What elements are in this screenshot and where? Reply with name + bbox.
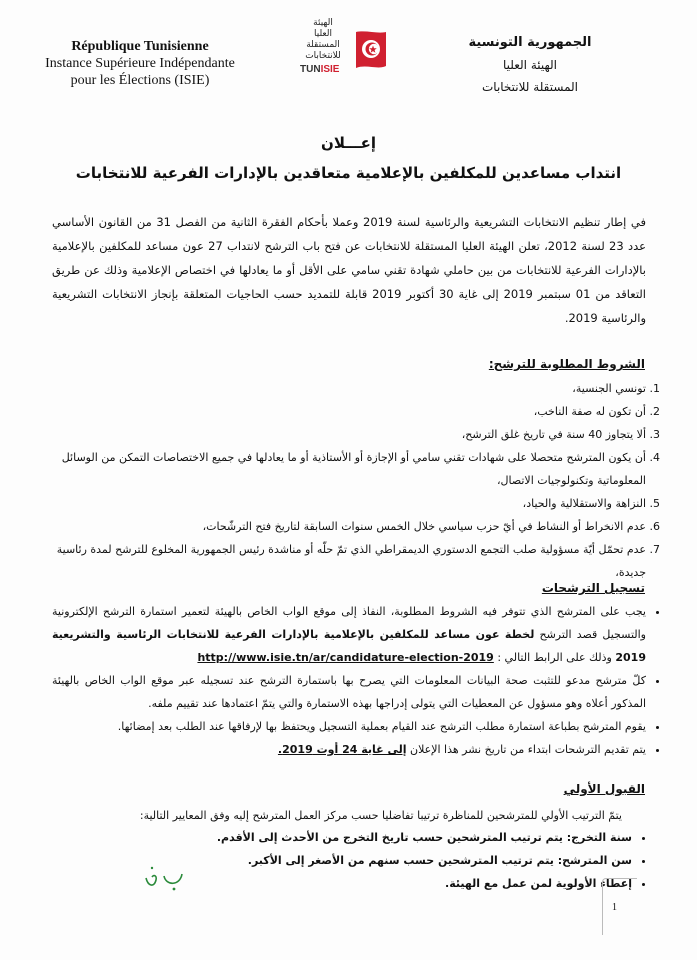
header-fr-line2: Instance Supérieure Indépendante [45,56,235,71]
criteria-item [52,872,632,895]
condition-item: 5. النزاهة والاستقلالية والحياد، [52,492,646,515]
logo-wordmark [300,64,339,75]
logo-ar-4: للانتخابات [305,51,341,61]
criteria-label: سن المترشح: [553,854,632,867]
header-ar-line2: الهيئة العليا [502,58,558,72]
page-number: 1 [612,902,617,913]
intro-paragraph: في إطار تنظيم الانتخابات التشريعية والرئاسية لسنة 2019 وعملا بأحكام الفقرة الثانية من الفصل 31 من القانون الأساسي عدد 23 لسنة 2012، تعلن الهيئة العليا المستقلة للانتخابات عن فتح باب الترشح لانتداب 27 عون مساعد للمكلفين بالإعلامية بالإدارات الفرعية للانتخابات من بين حاملي شهادة تقني سامي على الأقل أو ما يعادلها في اختصاص الإعلامية وذلك عن طريق التعاقد من 01 سبتمبر 2019 إلى غاية 30 أكتوبر 2019 قابلة للتمديد حسب الحاجيات المتعلقة بإنجاز الانتخابات التشريعية والرئاسية 2019. [52,215,646,325]
logo-tun: TUN [300,64,321,75]
registration-item: • يقوم المترشح بطباعة استمارة مطلب الترشح عند القيام بعملية التسجيل ويحتفظ بها لإرفاقها عند الطلب بعد إمضائها. [52,715,646,738]
admission-heading: القبول الأولي [563,782,645,796]
registration-item [52,600,646,669]
criteria-label: سنة التخرج: [562,831,632,844]
announcement-title: إعـــلان [321,134,376,152]
criteria-text: يتم ترتيب المترشحين حسب تاريخ التخرج من الأحدث إلى الأقدم. [216,831,563,844]
candidature-link[interactable]: http://www.isie.tn/ar/candidature-election-2019 [197,651,494,664]
condition-item: 6. عدم الانخراط أو النشاط في أيّ حزب سياسي خلال الخمس سنوات السابقة لتاريخ فتح الترشّحات، [52,515,646,538]
conditions-heading: الشروط المطلوبة للترشح: [488,357,645,371]
conditions-list [52,377,672,584]
condition-item: 7. عدم تحمّل أيّة مسؤولية صلب التجمع الدستوري الديمقراطي الذي تمّ حلّه أو مناشدة رئيس الجمهورية المخلوع للترشح لمدة رئاسية جديدة، [52,538,646,584]
registration-list [52,600,660,761]
deadline-date: إلى غاية 24 أوت 2019. [277,743,407,756]
admission-intro: يتمّ الترتيب الأولي للمترشحين للمناظرة ترتيبا تفاضليا حسب مركز العمل المترشح إليه وفق المعايير التالية: [139,809,622,822]
announcement-subtitle: انتداب مساعدين للمكلفين بالإعلامية متعاقدين بالإدارات الفرعية للانتخابات [75,164,622,182]
registration-item [52,738,646,761]
condition-item: 1. تونسي الجنسية، [52,377,646,400]
logo-isie: ISIE [320,64,340,75]
registration-text: يتم تقديم الترشحات ابتداء من تاريخ نشر هذا الإعلان [406,743,646,756]
criteria-text: إعطاء الأولوية لمن عمل مع الهيئة. [445,877,632,890]
handwritten-initials [140,864,190,894]
header-fr-line3: pour les Élections (ISIE) [70,73,210,88]
header-arabic [455,32,605,98]
logo-arabic-text [298,18,348,62]
criteria-text: يتم ترتيب المترشحين حسب سنهم من الأصغر إلى الأكبر. [247,854,554,867]
header-fr-line1: République Tunisienne [71,39,209,54]
header-ar-line3: المستقلة للانتخابات [481,80,579,94]
logo-ar-2: العليا [313,29,333,39]
registration-heading: تسجيل الترشحات [541,581,645,595]
registration-item: • كلّ مترشح مدعو للتثبت صحة البيانات المعلومات التي يصرح بها باستمارة الترشح عند تسجيله عبر موقع الواب الخاص بالهيئة المذكور أعلاه وهو مسؤول عن المعطيات التي يتولى إدراجها بهذه الاستمارة والتي يتمّ اعتمادها عند تقييم ملفه. [52,669,646,715]
condition-item: 2. أن تكون له صفة الناخب، [52,400,646,423]
registration-position: لخطة عون مساعد للمكلفين بالإعلامية بالإدارات الفرعية للانتخابات الرئاسية والتشريعية 2019 [52,628,646,664]
condition-item: 4. أن يكون المترشح متحصلا على شهادات تقني سامي أو الإجازة أو الأستاذية أو ما يعادلها في جميع الاختصاصات التمكن من الوسائل المعلوماتية وتكنولوجيات الاتصال، [52,446,646,492]
tunisia-flag-icon [352,30,390,72]
logo-ar-1: الهيئة [313,18,333,28]
header-ar-line1: الجمهورية التونسية [468,35,592,50]
registration-text: وذلك على الرابط التالي : [493,651,616,664]
registration-text: يجب على المترشح الذي تتوفر فيه الشروط المطلوبة، النفاذ إلى موقع الواب الخاص بالهيئة لتعمير استمارة الترشح الإلكترونية والتسجيل قصد الترشح [52,605,646,641]
criteria-item [52,826,632,849]
header-french [30,38,250,89]
page-corner-mark [602,878,637,935]
condition-item: 3. ألا يتجاوز 40 سنة في تاريخ غلق الترشح، [52,423,646,446]
logo-ar-3: المستقلة [306,40,340,50]
criteria-item [52,849,632,872]
